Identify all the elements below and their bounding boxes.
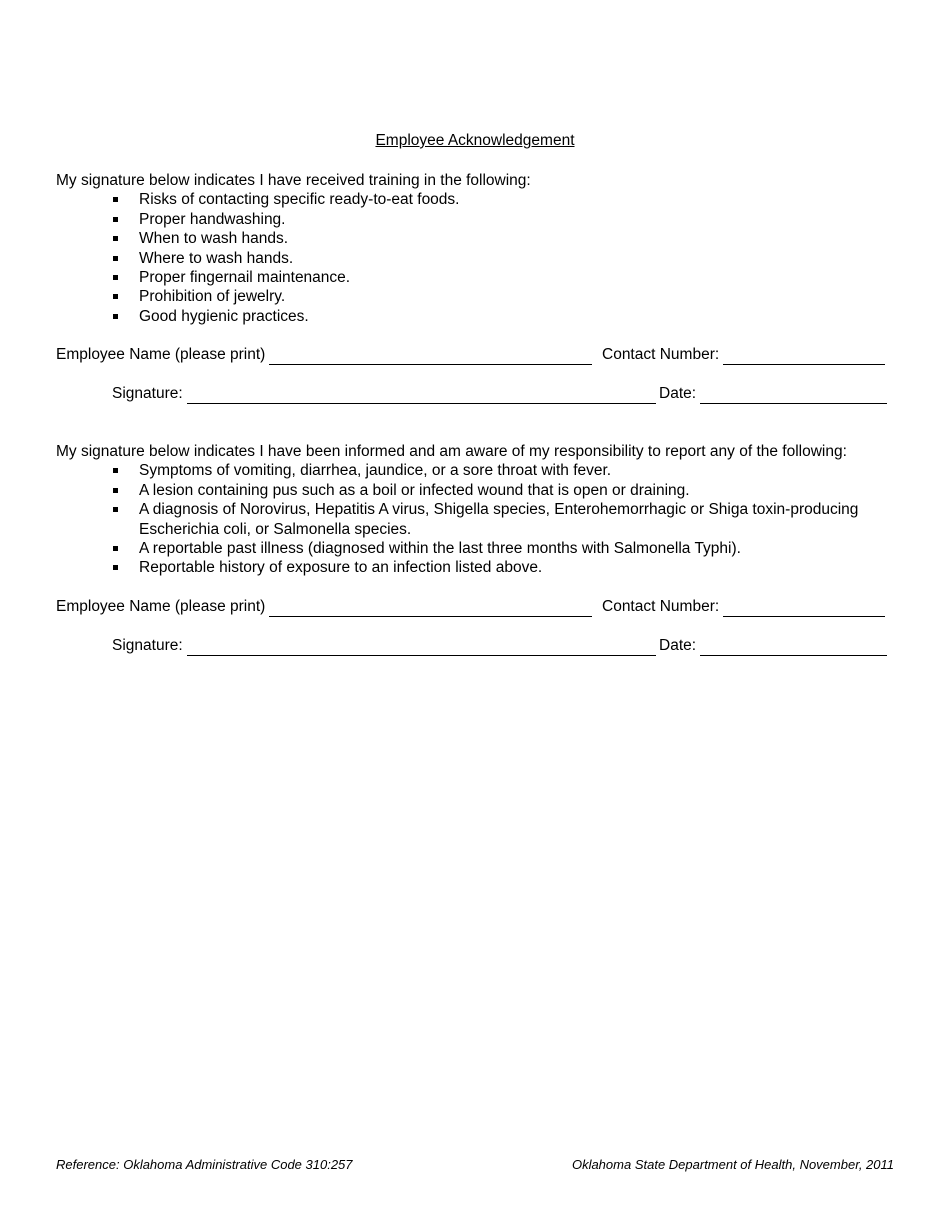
list-item: Proper fingernail maintenance. [56,268,906,287]
contact-number-label: Contact Number: [602,346,720,363]
signature-field[interactable] [112,384,656,404]
training-intro: My signature below indicates I have received training in the following: [56,172,531,189]
reporting-section [56,442,906,578]
training-section [56,171,906,326]
list-item: Risks of contacting specific ready-to-eat foods. [56,190,906,209]
square-bullet-icon [113,507,118,512]
square-bullet-icon [113,236,118,241]
square-bullet-icon [113,275,118,280]
date-line[interactable] [700,390,887,404]
list-item: A diagnosis of Norovirus, Hepatitis A virus, Shigella species, Enterohemorrhagic or Shiga toxin-producing Escherichia coli, or Salmonella species. [56,500,906,539]
footer-source: Oklahoma State Department of Health, November, 2011 [571,1157,894,1172]
employee-name-line[interactable] [269,351,592,365]
signature-row-1 [0,384,950,404]
square-bullet-icon [113,488,118,493]
list-item: Symptoms of vomiting, diarrhea, jaundice, or a sore throat with fever. [56,461,906,480]
date-label: Date: [659,637,697,654]
list-item: Good hygienic practices. [56,307,906,326]
contact-number-field[interactable] [602,597,885,617]
date-field[interactable] [659,384,887,404]
page-title: Employee Acknowledgement [375,132,575,149]
employee-name-label: Employee Name (please print) [56,346,266,363]
contact-number-field[interactable] [602,345,885,365]
square-bullet-icon [113,565,118,570]
square-bullet-icon [113,256,118,261]
date-label: Date: [659,385,697,402]
square-bullet-icon [113,468,118,473]
reporting-list [56,461,906,577]
signature-field[interactable] [112,636,656,656]
signature-row-2 [0,636,950,656]
list-item: Where to wash hands. [56,249,906,268]
list-item: Prohibition of jewelry. [56,287,906,306]
square-bullet-icon [113,197,118,202]
signature-label: Signature: [112,385,183,402]
employee-name-field[interactable] [56,345,592,365]
list-item: Proper handwashing. [56,210,906,229]
list-item: Reportable history of exposure to an infection listed above. [56,558,906,577]
training-list [56,190,906,326]
list-item: A reportable past illness (diagnosed within the last three months with Salmonella Typhi). [56,539,906,558]
date-line[interactable] [700,642,887,656]
footer-reference: Reference: Oklahoma Administrative Code 310:257 [56,1157,353,1172]
employee-name-row-1 [0,345,950,365]
square-bullet-icon [113,546,118,551]
employee-name-label: Employee Name (please print) [56,598,266,615]
employee-name-field[interactable] [56,597,592,617]
contact-number-line[interactable] [723,603,885,617]
square-bullet-icon [113,314,118,319]
square-bullet-icon [113,294,118,299]
list-item: When to wash hands. [56,229,906,248]
employee-name-line[interactable] [269,603,592,617]
date-field[interactable] [659,636,887,656]
list-item: A lesion containing pus such as a boil or infected wound that is open or draining. [56,481,906,500]
signature-line[interactable] [187,390,656,404]
signature-line[interactable] [187,642,656,656]
reporting-intro: My signature below indicates I have been informed and am aware of my responsibility to report any of the following: [56,443,847,460]
employee-name-row-2 [0,597,950,617]
square-bullet-icon [113,217,118,222]
signature-label: Signature: [112,637,183,654]
contact-number-label: Contact Number: [602,598,720,615]
contact-number-line[interactable] [723,351,885,365]
